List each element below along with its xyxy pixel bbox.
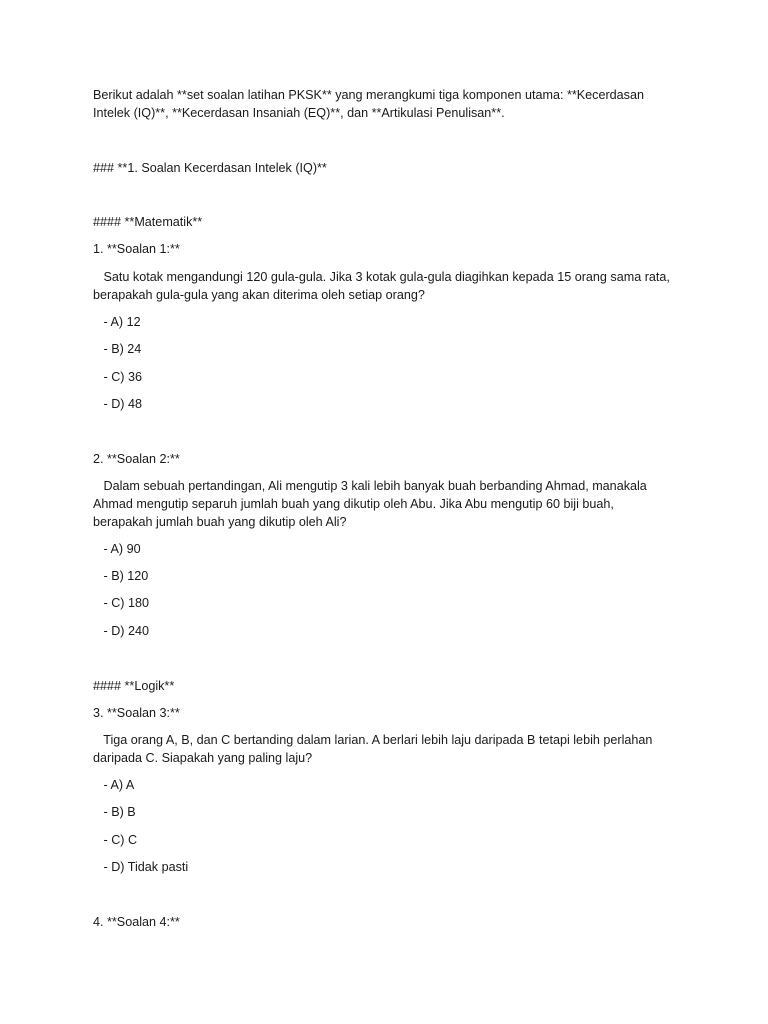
question-1-title: 1. **Soalan 1:**: [93, 242, 180, 256]
question-3-text-line-1: Tiga orang A, B, dan C bertanding dalam larian. A berlari lebih laju daripada B tetapi lebih perlahan: [93, 733, 653, 747]
question-1-option-a: - A) 12: [93, 315, 141, 329]
question-2-text-line-2: Ahmad mengutip separuh jumlah buah yang dikutip oleh Abu. Jika Abu mengutip 60 biji buah,: [93, 497, 614, 511]
question-3-option-a: - A) A: [93, 778, 135, 792]
question-2-text-line-1: Dalam sebuah pertandingan, Ali mengutip 3 kali lebih banyak buah berbanding Ahmad, manakala: [93, 479, 647, 493]
question-2-option-b: - B) 120: [93, 569, 149, 583]
question-2-title: 2. **Soalan 2:**: [93, 452, 180, 466]
subheading-logik: #### **Logik**: [93, 679, 175, 693]
question-2-option-a: - A) 90: [93, 542, 141, 556]
question-3-option-d: - D) Tidak pasti: [93, 860, 189, 874]
question-3-option-b: - B) B: [93, 805, 136, 819]
question-2-text-line-3: berapakah jumlah buah yang dikutip oleh Ali?: [93, 515, 347, 529]
question-3-option-c: - C) C: [93, 833, 138, 847]
question-3-text-line-2: daripada C. Siapakah yang paling laju?: [93, 751, 313, 765]
question-1-text-line-1: Satu kotak mengandungi 120 gula-gula. Jika 3 kotak gula-gula diagihkan kepada 15 orang sama rata,: [93, 270, 670, 284]
section-heading-iq: ### **1. Soalan Kecerdasan Intelek (IQ)**: [93, 161, 327, 175]
intro-line-2: Intelek (IQ)**, **Kecerdasan Insaniah (EQ)**, dan **Artikulasi Penulisan**.: [93, 106, 505, 120]
question-1-option-c: - C) 36: [93, 370, 142, 384]
question-4-title: 4. **Soalan 4:**: [93, 915, 180, 929]
question-1-option-b: - B) 24: [93, 342, 142, 356]
question-1-option-d: - D) 48: [93, 397, 142, 411]
question-2-option-d: - D) 240: [93, 624, 149, 638]
question-1-text-line-2: berapakah gula-gula yang akan diterima oleh setiap orang?: [93, 288, 425, 302]
intro-line-1: Berikut adalah **set soalan latihan PKSK** yang merangkumi tiga komponen utama: **Kecerdasan: [93, 88, 644, 102]
subheading-matematik: #### **Matematik**: [93, 215, 203, 229]
question-2-option-c: - C) 180: [93, 596, 149, 610]
question-3-title: 3. **Soalan 3:**: [93, 706, 180, 720]
